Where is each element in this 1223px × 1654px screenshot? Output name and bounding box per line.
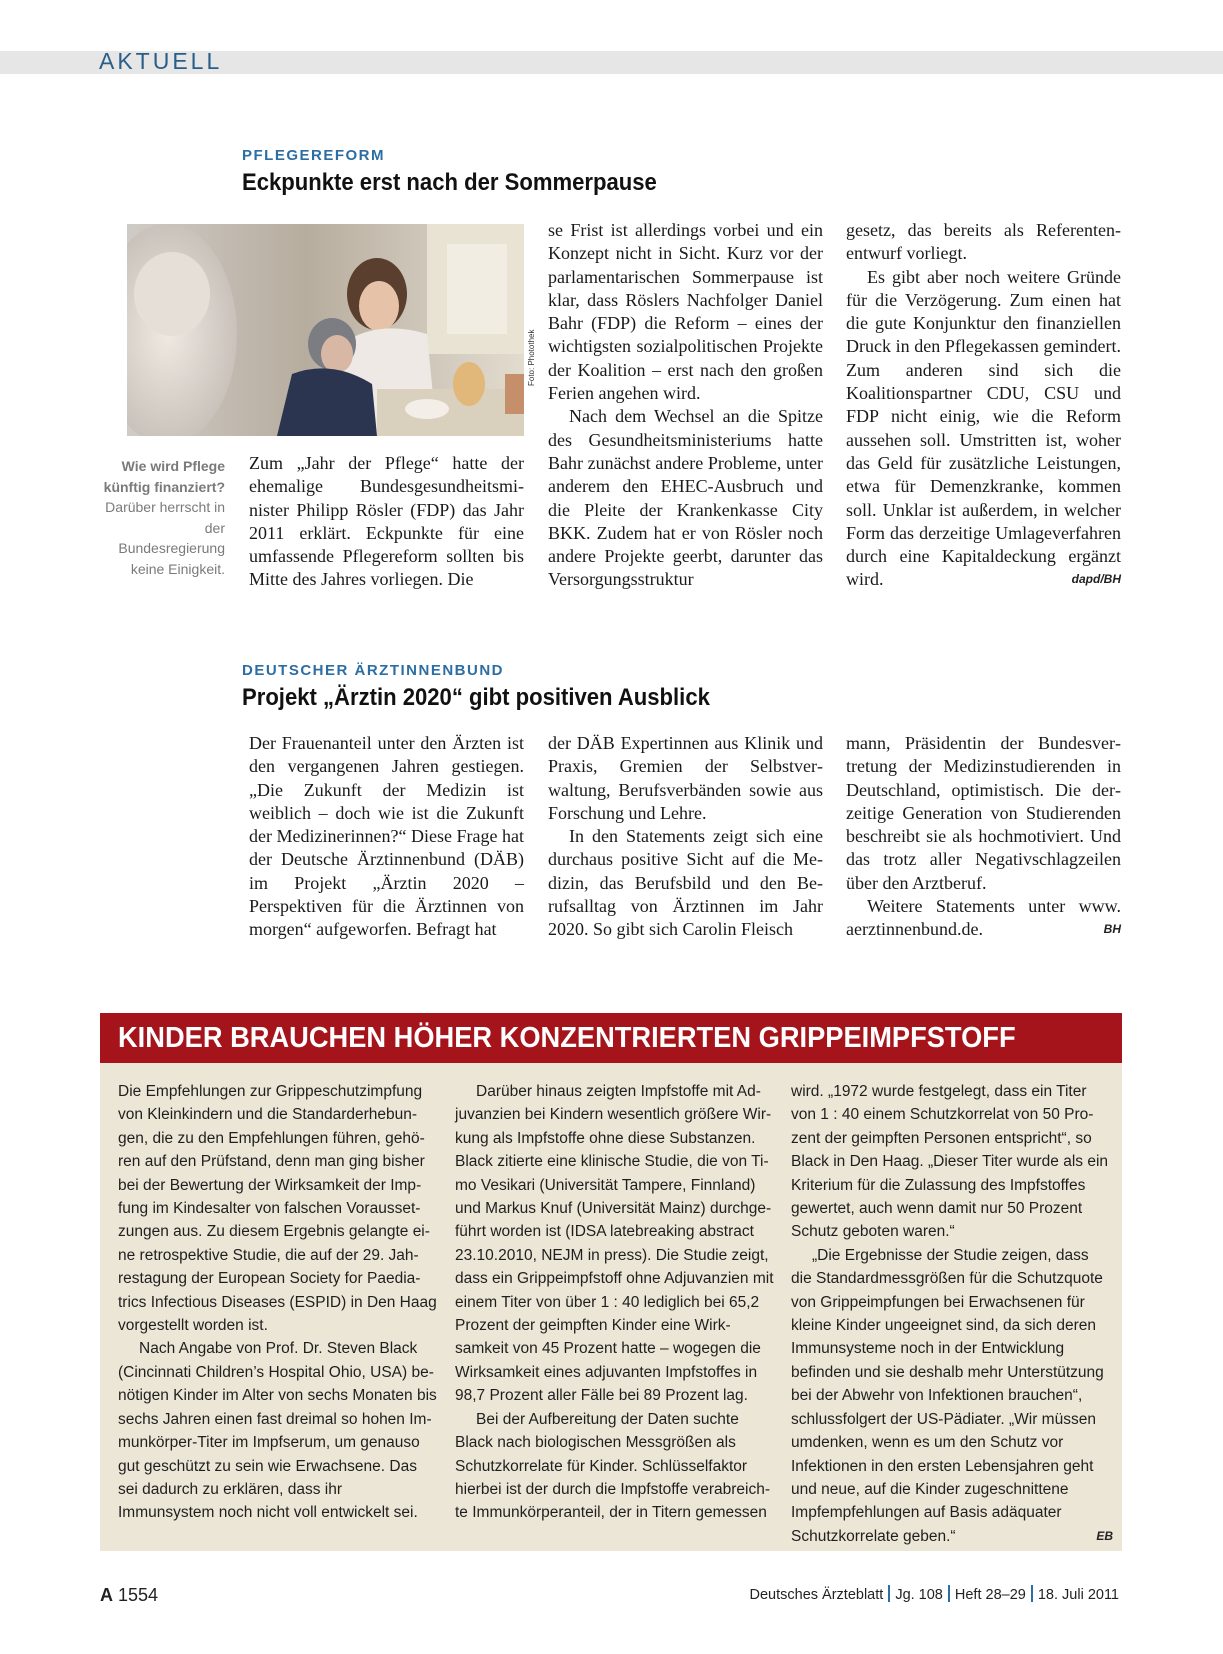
article1-kicker: PFLEGEREFORM (242, 147, 386, 164)
divider (948, 1585, 950, 1602)
article2-column-1 (249, 732, 524, 942)
paragraph: der DÄB Expertinnen aus Klinik und Praxis, Gremien der Selbstverwaltung, Berufsverbänden sowie aus Forschung und Lehre. (548, 733, 823, 823)
page-number (100, 1583, 158, 1607)
article1-column-3 (846, 219, 1121, 592)
paragraph: In den Statements zeigt sich eine durchaus positive Sicht auf die Medizin, das Berufsbild und den Berufsalltag von Ärztinnen im Jahr 2020. So gibt sich Carolin Fleisch (548, 826, 823, 940)
paragraph: se Frist ist allerdings vorbei und ein Konzept nicht in Sicht. Kurz vor der parlamentarischen Sommerpause ist klar, dass Röslers Nachfolger Daniel Bahr (FDP) die Reform – eines der wichtigsten sozialpolitischen Projekte der Koalition – erst nach den großen Ferien angehen wird. (548, 220, 823, 404)
section-label: AKTUELL (99, 48, 223, 74)
article1-photo (127, 224, 524, 436)
box-column-2 (455, 1080, 777, 1525)
page-number-value: 1554 (118, 1585, 159, 1605)
paragraph: Nach Angabe von Prof. Dr. Steven Black (Cincinnati Children’s Hospital Ohio, USA) benötigen Kinder im Alter von sechs Monaten bis sechs Jahren einen fast dreimal so hohen Immunkörper-Titer im Impfserum, um genauso gut geschützt zu sein wie Erwachsene. Das sei dadurch zu erklären, dass ihr Immunsystem noch nicht voll entwickelt sei. (118, 1340, 437, 1522)
journal-volume: Jg. 108 (895, 1587, 943, 1603)
paragraph (846, 895, 1121, 942)
photo-credit: Foto: Photothek (527, 329, 536, 386)
caption-text: Darüber herrscht in der Bundesregierung keine Einigkeit. (105, 499, 225, 577)
box-column-1 (118, 1080, 440, 1525)
paragraph: Der Frauenanteil unter den Ärzten ist den vergangenen Jahren gestiegen. „Die Zukunft der Medizin ist weiblich – doch wie ist die Zukunft der Medizinerinnen?“ Diese Frage hat der Deutsche Ärztinnenbund (DÄB) im Projekt „Ärztin 2020 – Perspektiven für die Ärztinnen von morgen“ aufgeworfen. Befragt hat (249, 733, 524, 940)
article2-column-2 (548, 732, 823, 942)
article2-headline: Projekt „Ärztin 2020“ gibt positiven Ausblick (242, 684, 710, 711)
caption-lead: Wie wird Pflege künftig finanziert? (103, 458, 225, 495)
article1-headline: Eckpunkte erst nach der Sommerpause (242, 169, 657, 196)
paragraph: Darüber hinaus zeigten Impfstoffe mit Adjuvanzien bei Kindern wesentlich größere Wirkung als Impfstoffe ohne diese Substanzen. Black zitierte eine klinische Studie, die von Timo Vesikari (Universität Tampere, Finnland) und Markus Knuf (Universität Mainz) durchgeführt worden ist (IDSA latebreaking abstract 23.10.2010, NEJM in press). Die Studie zeigt, dass ein Grippeimpfstoff ohne Adjuvanzien mit einem Titer von über 1 : 40 lediglich bei 65,2 Prozent der geimpften Kinder eine Wirksamkeit von 45 Prozent hatte – wogegen die Wirksamkeit eines adjuvanten Impfstoffes in 98,7 Prozent aller Fälle bei 89 Prozent lag. (455, 1083, 774, 1405)
author-signature: dapd/BH (1071, 572, 1121, 587)
page-prefix: A (100, 1585, 113, 1605)
footer-citation (750, 1585, 1119, 1605)
paragraph: gesetz, das bereits als Referentenentwurf vorliegt. (846, 220, 1121, 264)
article2-column-3 (846, 732, 1121, 942)
paragraph: Die Empfehlungen zur Grippeschutzimpfung von Kleinkindern und die Standarderhebungen, die zu den Empfehlungen führen, gehören auf den Prüfstand, denn man ging bisher bei der Bewertung der Wirksamkeit der Impfung im Kindesalter von falschen Voraussetzungen aus. Zu diesem Ergebnis gelangte eine retrospektive Studie, die auf der 29. Jahrestagung der European Society for Paediatrics Infectious Diseases (ESPID) in Den Haag vorgestellt worden ist. (118, 1083, 437, 1335)
paragraph-text: Weitere Statements unter www. aerztinnenbund.de. (846, 896, 1121, 940)
paragraph-text: „Die Ergebnisse der Studie zeigen, dass die Standardmessgrößen für die Schutzquote von Grippeimpfungen bei Erwachsenen für kleine Kinder ungeeignet sind, da sich deren Immunsysteme noch in der Entwicklung befinden und sie deshalb mehr Unterstützung bei der Abwehr von Infektionen brauchen“, schlussfolgert der US-Pädiater. „Wir müssen umdenken, wenn es um den Schutz vor Infektionen in den ersten Lebensjahren geht und neue, auf die Kinder zugeschnittene Impfempfehlungen auf Basis adäquater Schutzkorrelate geben.“ (791, 1246, 1104, 1545)
divider (1031, 1585, 1033, 1602)
paragraph (791, 1244, 1113, 1548)
article2-kicker: DEUTSCHER ÄRZTINNENBUND (242, 662, 504, 679)
paragraph: Zum „Jahr der Pflege“ hatte der ehemalige Bundesgesundheitsminister Philipp Rösler (FDP) das Jahr 2011 erklärt. Eckpunkte für eine umfassende Pflegereform sollten bis Mitte des Jahres vorliegen. Die (249, 453, 524, 590)
issue-date: 18. Juli 2011 (1037, 1587, 1119, 1603)
journal-name: Deutsches Ärzteblatt (749, 1587, 884, 1603)
box-column-3 (791, 1080, 1113, 1548)
photo-caption (100, 456, 225, 579)
paragraph: wird. „1972 wurde festgelegt, dass ein Titer von 1 : 40 einem Schutzkorrelat von 50 Prozent der geimpften Personen entspricht“, so Black in Den Haag. „Dieser Titer wurde als ein Kriterium für die Zulassung des Impfstoffes gewertet, auch wenn damit nur 50 Prozent Schutz geboten waren.“ (791, 1083, 1109, 1241)
paragraph (846, 266, 1121, 592)
article1-column-1 (249, 452, 524, 592)
author-signature: EB (1096, 1528, 1113, 1543)
paragraph: Nach dem Wechsel an die Spitze des Gesundheitsministeriums hatte Bahr zunächst andere Probleme, unter anderem den EHEC-Ausbruch und die Pleite der Krankenkasse City BKK. Zudem hat er von Rösler noch andere Projekte geerbt, darunter das Versorgungsstruktur (548, 406, 823, 590)
journal-issue: Heft 28–29 (954, 1587, 1026, 1603)
photo-illustration (127, 224, 524, 436)
box-title: KINDER BRAUCHEN HÖHER KONZENTRIERTEN GRIPPEIMPFSTOFF (118, 1022, 1016, 1054)
paragraph-text: Es gibt aber noch weitere Gründe für die Verzögerung. Zum einen hat die gute Konjunktur den finanziellen Druck in den Pflegekassen gemindert. Zum anderen sind sich die Koalitionspartner CDU, CSU und FDP nicht einig, wie die Reform aussehen soll. Umstritten ist, woher das Geld für zusätzliche Leistungen, etwa für Demenzkranke, kommen soll. Unklar ist außerdem, in welcher Form das derzeitige Umlageverfahren durch eine Kapitaldeckung ergänzt wird. (846, 266, 1121, 590)
divider (888, 1585, 890, 1602)
article1-column-2 (548, 219, 823, 592)
author-signature: BH (1103, 922, 1121, 937)
paragraph: Bei der Aufbereitung der Daten suchte Black nach biologischen Messgrößen als Schutzkorrelate für Kinder. Schlüsselfaktor hierbei ist der durch die Impfstoffe verabreichte Immunkörperanteil, der in Titern gemessen (455, 1410, 771, 1522)
paragraph: mann, Präsidentin der Bundesvertretung der Medizinstudierenden in Deutschland, optimistisch. Die derzeitige Generation von Studierenden beschreibt sie als hochmotiviert. Und das trotz aller Negativschlagzeilen über den Arztberuf. (846, 733, 1121, 893)
